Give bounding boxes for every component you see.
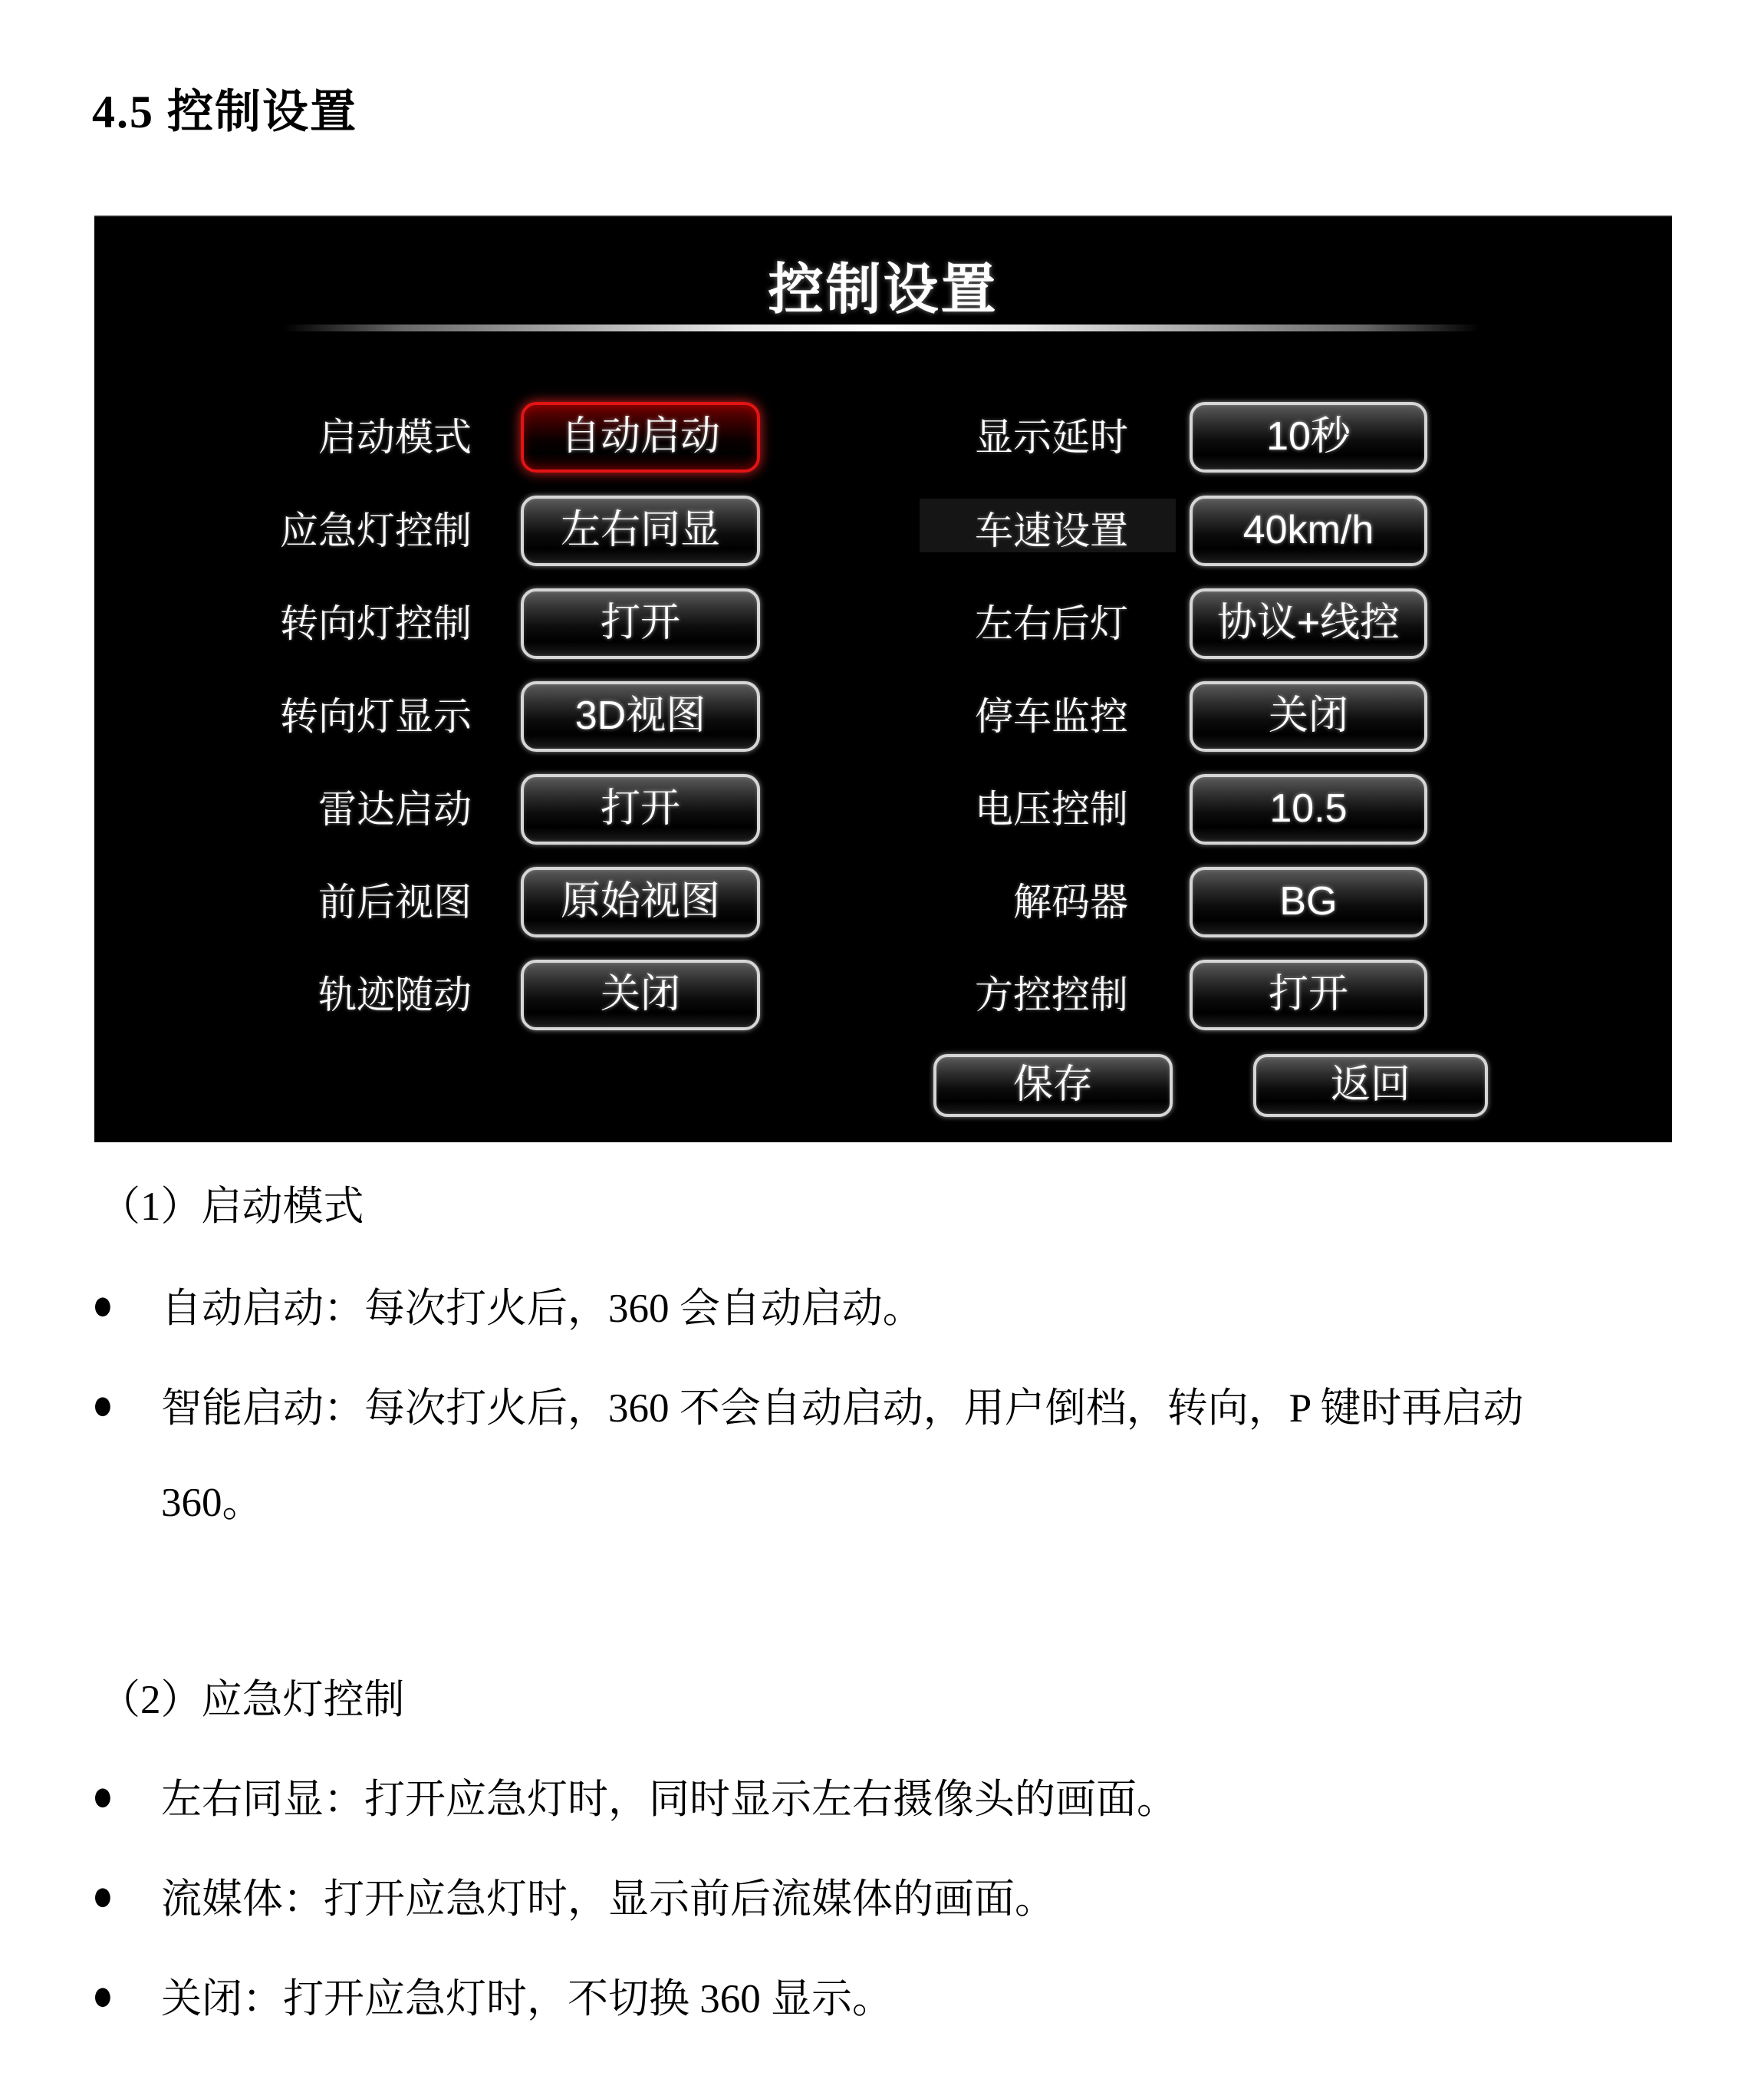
parking-monitor-label: 停车监控 — [975, 695, 1128, 738]
bullet-icon: ● — [92, 1280, 114, 1329]
rear-lamp-mode-label: 左右后灯 — [975, 602, 1128, 645]
setting-row — [94, 681, 1672, 752]
speed-setting-button[interactable]: 40km/h — [1190, 496, 1427, 566]
bullet-icon: ● — [92, 1379, 114, 1429]
bullet-item — [0, 1276, 1764, 1334]
steering-control-button[interactable]: 打开 — [1190, 960, 1427, 1030]
bullet-icon: ● — [92, 1970, 114, 2020]
turn-signal-control-label: 转向灯控制 — [280, 602, 472, 645]
setting-row — [94, 588, 1672, 659]
display-delay-button[interactable]: 10秒 — [1190, 402, 1427, 473]
setting-row — [94, 402, 1672, 473]
setting-row — [94, 774, 1672, 845]
trajectory-follow-label: 轨迹随动 — [318, 974, 472, 1016]
radar-start-button[interactable]: 打开 — [521, 774, 760, 845]
panel-title: 控制设置 — [768, 259, 999, 321]
bullet-text: 智能启动：每次打火后，360 不会自动启动，用户倒档，转向，P 键时再启动 — [161, 1386, 1524, 1431]
start-mode-label: 启动模式 — [318, 416, 472, 459]
voltage-control-button[interactable]: 10.5 — [1190, 774, 1427, 845]
hazard-light-control-label: 应急灯控制 — [280, 509, 472, 552]
page-title: 4.5 控制设置 — [92, 87, 357, 137]
radar-start-label: 雷达启动 — [318, 788, 472, 831]
bullet-item — [0, 1767, 1764, 1825]
front-rear-view-button[interactable]: 原始视图 — [521, 867, 760, 937]
bullet-icon: ● — [92, 1771, 114, 1820]
turn-signal-display-label: 转向灯显示 — [280, 695, 472, 738]
bullet-item — [0, 1966, 1764, 2024]
rear-lamp-mode-button[interactable]: 协议+线控 — [1190, 588, 1427, 659]
title-divider — [284, 325, 1480, 331]
turn-signal-display-button[interactable]: 3D视图 — [521, 681, 760, 752]
bullet-text-continuation: 360。 — [161, 1481, 263, 1525]
trajectory-follow-button[interactable]: 关闭 — [521, 960, 760, 1030]
bullet-item — [0, 1375, 1764, 1434]
steering-control-label: 方控控制 — [975, 974, 1128, 1016]
bullet-text: 左右同显：打开应急灯时，同时显示左右摄像头的画面。 — [161, 1777, 1177, 1822]
bullet-item — [0, 1866, 1764, 1925]
decoder-button[interactable]: BG — [1190, 867, 1427, 937]
setting-row — [94, 867, 1672, 937]
display-delay-label: 显示延时 — [975, 416, 1128, 459]
section-1-heading: （1）启动模式 — [100, 1184, 364, 1229]
save-button[interactable]: 保存 — [933, 1054, 1173, 1117]
voltage-control-label: 电压控制 — [975, 788, 1128, 831]
section-2-heading: （2）应急灯控制 — [100, 1678, 405, 1722]
back-button[interactable]: 返回 — [1253, 1054, 1488, 1117]
setting-row — [94, 496, 1672, 566]
bullet-text: 关闭：打开应急灯时，不切换 360 显示。 — [161, 1977, 893, 2021]
start-mode-button[interactable]: 自动启动 — [521, 402, 760, 473]
setting-row — [94, 960, 1672, 1030]
decoder-label: 解码器 — [1013, 881, 1128, 924]
bullet-text: 自动启动：每次打火后，360 会自动启动。 — [161, 1286, 923, 1331]
turn-signal-control-button[interactable]: 打开 — [521, 588, 760, 659]
bullet-text: 流媒体：打开应急灯时，显示前后流媒体的画面。 — [161, 1877, 1055, 1922]
bullet-icon: ● — [92, 1870, 114, 1920]
control-settings-panel — [94, 216, 1672, 1142]
parking-monitor-button[interactable]: 关闭 — [1190, 681, 1427, 752]
front-rear-view-label: 前后视图 — [318, 881, 472, 924]
speed-setting-label: 车速设置 — [975, 509, 1128, 552]
hazard-light-control-button[interactable]: 左右同显 — [521, 496, 760, 566]
